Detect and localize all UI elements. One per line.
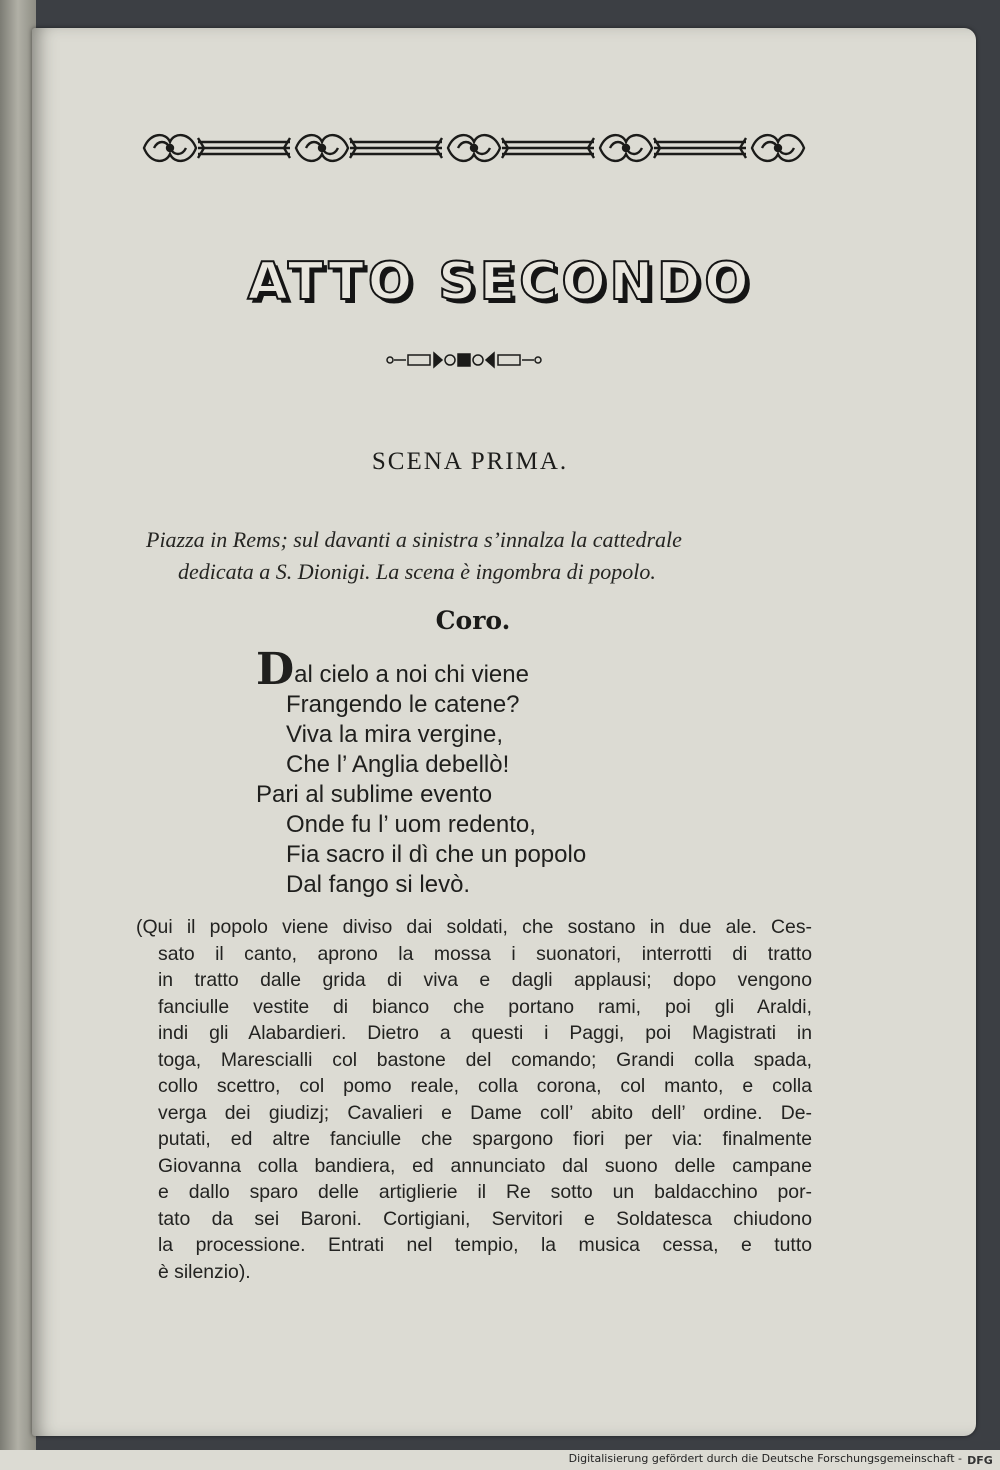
stage-direction <box>146 524 826 588</box>
prose-line: tato da sei Baroni. Cortigiani, Servitori e Soldatesca chiudono <box>158 1207 812 1230</box>
facing-page-edge <box>0 0 36 1450</box>
procession-stage-direction <box>136 914 812 1285</box>
prose-line: toga, Marescialli col bastone del comando; Grandi colla spada, <box>158 1048 812 1071</box>
ornament-divider-icon <box>384 349 544 371</box>
prose-line: Giovanna colla bandiera, ed annunciato dal suono delle campane <box>158 1154 812 1177</box>
prose-line: sato il canto, aprono la mossa i suonatori, interrotti di tratto <box>158 942 812 965</box>
verse-line: Pari al sublime evento <box>256 781 493 808</box>
prose-line: putati, ed altre fanciulle che spargono fiori per via: finalmente <box>158 1128 812 1150</box>
verse-line: Onde fu l’ uom redento, <box>286 811 536 838</box>
chorus-heading: Coro. <box>435 606 511 635</box>
prose-line: verga dei giudizj; Cavalieri e Dame coll’ abito dell’ ordine. De- <box>158 1101 812 1124</box>
prose-line: la processione. Entrati nel tempio, la musica cessa, e tutto <box>158 1234 812 1256</box>
dfg-logo-icon <box>964 1452 996 1467</box>
stage-direction-line: dedicata a S. Dionigi. La scena è ingombra di popolo. <box>178 559 656 584</box>
verse-line: Frangendo le catene? <box>286 691 520 718</box>
verse-line: Fia sacro il dì che un popolo <box>286 841 587 868</box>
stage-direction-line: Piazza in Rems; sul davanti a sinistra s’innalza la cattedrale <box>146 527 682 552</box>
prose-line: collo scettro, col pomo reale, colla corona, col manto, e colla <box>158 1075 812 1097</box>
prose-line: indi gli Alabardieri. Dietro a questi i Paggi, poi Magistrati in <box>158 1022 812 1044</box>
dfg-logo-text: DFG <box>967 1454 993 1467</box>
digitization-credit: Digitalisierung gefördert durch die Deutsche Forschungsgemeinschaft - <box>568 1452 962 1465</box>
ornament-band-icon <box>140 128 808 168</box>
prose-line: è silenzio). <box>158 1260 251 1283</box>
verse-line: Viva la mira vergine, <box>286 721 503 748</box>
prose-line: fanciulle vestite di bianco che portano rami, poi gli Araldi, <box>158 995 812 1018</box>
prose-line: e dallo sparo delle artiglierie il Re sotto un baldacchino por- <box>158 1181 812 1203</box>
verse-line: Dal fango si levò. <box>286 871 471 898</box>
prose-line: (Qui il popolo viene diviso dai soldati, che sostano in due ale. Ces- <box>136 916 812 938</box>
scene-title: SCENA PRIMA. <box>371 448 569 475</box>
drop-cap: D <box>256 644 295 695</box>
chorus-verse <box>256 644 816 900</box>
act-title: ATTO SECONDO <box>247 252 753 312</box>
verse-line: Dal cielo a noi chi viene <box>256 644 529 695</box>
verse-line: Che l’ Anglia debellò! <box>286 751 510 778</box>
prose-line: in tratto dalle grida di viva e dagli applausi; dopo vengono <box>158 969 812 991</box>
